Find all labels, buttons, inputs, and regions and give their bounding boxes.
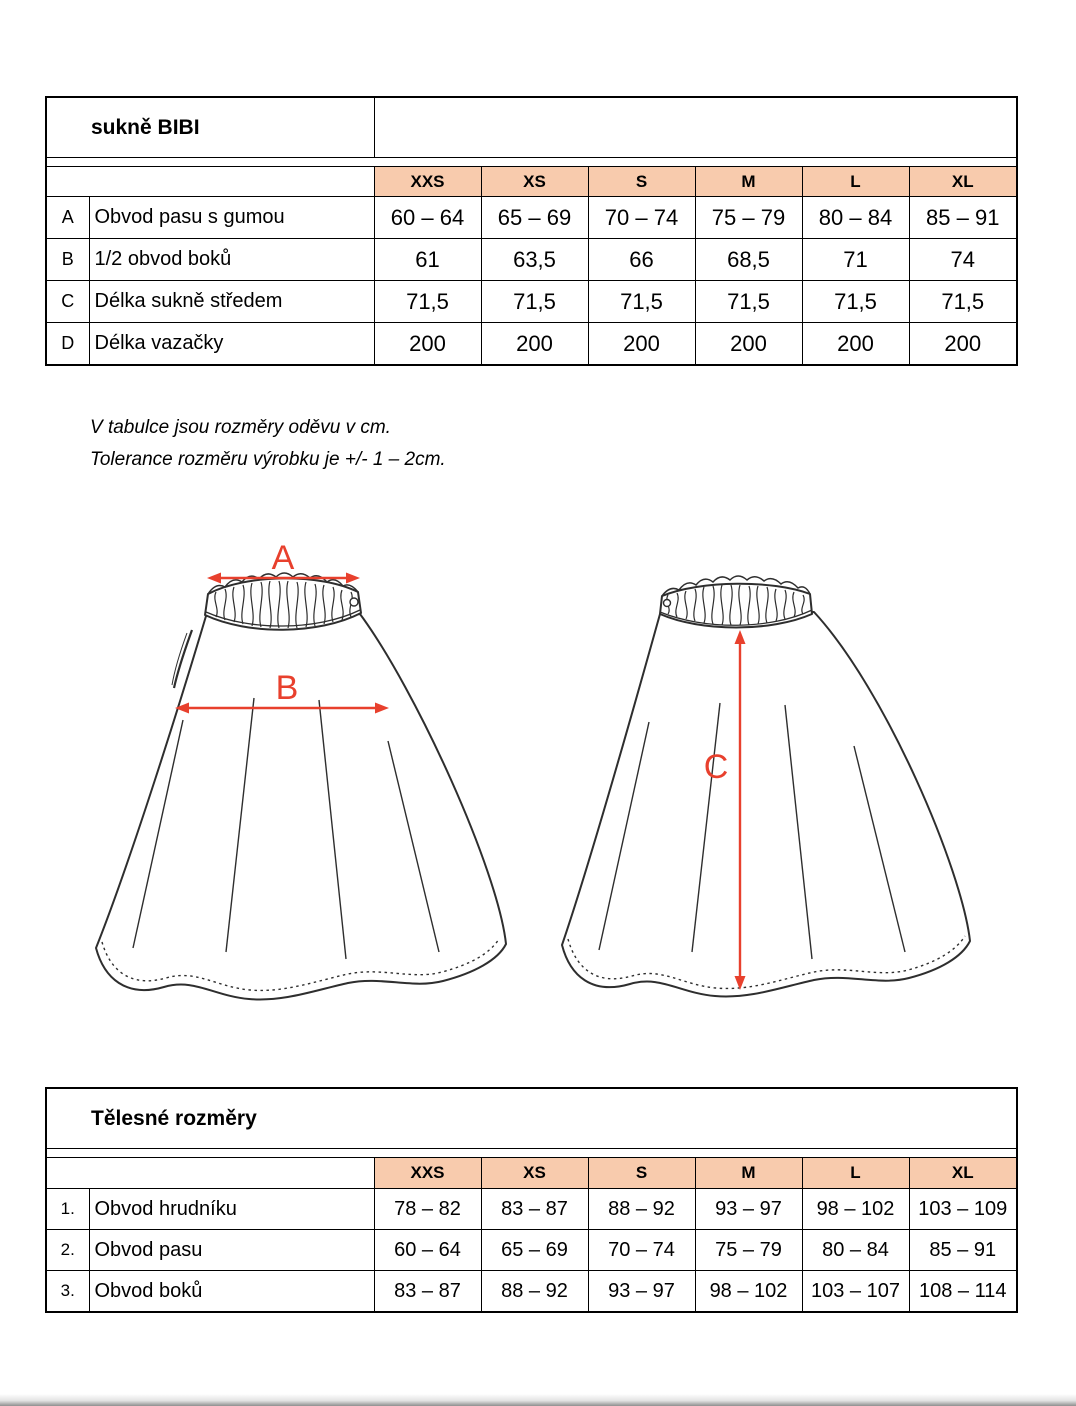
value-cell: 68,5 [695, 239, 802, 281]
spacer-row [46, 158, 1017, 167]
row-key: 1. [46, 1189, 89, 1230]
row-label: Obvod hrudníku [89, 1189, 374, 1230]
value-cell: 200 [802, 323, 909, 366]
value-cell: 200 [695, 323, 802, 366]
size-header-xl: XL [909, 167, 1017, 197]
note-units: V tabulce jsou rozměry oděvu v cm. [90, 417, 391, 438]
value-cell: 66 [588, 239, 695, 281]
value-cell: 71,5 [481, 281, 588, 323]
value-cell: 98 – 102 [802, 1189, 909, 1230]
skirt-outline [96, 614, 506, 999]
size-header-xl: XL [909, 1158, 1017, 1189]
measure-arrow-a [207, 540, 360, 584]
value-cell: 88 – 92 [481, 1271, 588, 1313]
row-key: 2. [46, 1230, 89, 1271]
size-header-empty-cell [46, 1158, 374, 1189]
row-key: D [46, 323, 89, 366]
value-cell: 108 – 114 [909, 1271, 1017, 1313]
diagram-label-b: B [275, 669, 299, 707]
value-cell: 93 – 97 [588, 1271, 695, 1313]
value-cell: 78 – 82 [374, 1189, 481, 1230]
row-key: B [46, 239, 89, 281]
value-cell: 65 – 69 [481, 1230, 588, 1271]
value-cell: 103 – 109 [909, 1189, 1017, 1230]
value-cell: 71,5 [695, 281, 802, 323]
garment-table-title-row [46, 97, 1017, 158]
row-label: Obvod pasu [89, 1230, 374, 1271]
body-table-title-row [46, 1088, 1017, 1149]
spacer-cell [46, 1149, 1017, 1158]
value-cell: 93 – 97 [695, 1189, 802, 1230]
elastic-waistband [205, 573, 361, 630]
note-tolerance: Tolerance rozměru výrobku je +/- 1 – 2cm. [90, 449, 446, 470]
value-cell: 103 – 107 [802, 1271, 909, 1313]
size-header-xs: XS [481, 167, 588, 197]
row-label: Obvod boků [89, 1271, 374, 1313]
value-cell: 71 [802, 239, 909, 281]
row-label: Obvod pasu s gumou [89, 197, 374, 239]
size-header-m: M [695, 1158, 802, 1189]
row-key: 3. [46, 1271, 89, 1313]
value-cell: 71,5 [909, 281, 1017, 323]
size-header-s: S [588, 167, 695, 197]
value-cell: 60 – 64 [374, 197, 481, 239]
row-label: 1/2 obvod boků [89, 239, 374, 281]
body-size-table [45, 1087, 1018, 1313]
value-cell: 75 – 79 [695, 197, 802, 239]
value-cell: 83 – 87 [481, 1189, 588, 1230]
value-cell: 71,5 [588, 281, 695, 323]
value-cell: 61 [374, 239, 481, 281]
body-measurement-row-3 [46, 1271, 1017, 1313]
garment-size-table [45, 96, 1018, 366]
value-cell: 60 – 64 [374, 1230, 481, 1271]
row-label: Délka vazačky [89, 323, 374, 366]
back-skirt-diagram [556, 540, 976, 1015]
value-cell: 63,5 [481, 239, 588, 281]
body-table-title: Tělesné rozměry [46, 1088, 1017, 1149]
measurement-notes [90, 412, 446, 476]
diagram-label-a: A [271, 540, 295, 577]
size-header-s: S [588, 1158, 695, 1189]
value-cell: 70 – 74 [588, 1230, 695, 1271]
value-cell: 200 [374, 323, 481, 366]
value-cell: 200 [909, 323, 1017, 366]
window-bottom-edge [0, 1394, 1076, 1406]
front-skirt-diagram [86, 540, 516, 1005]
skirt-outline [562, 612, 970, 996]
spacer-row [46, 1149, 1017, 1158]
elastic-waistband [660, 576, 812, 628]
value-cell: 75 – 79 [695, 1230, 802, 1271]
body-measurement-row-1 [46, 1189, 1017, 1230]
measurement-row-d [46, 323, 1017, 366]
value-cell: 200 [481, 323, 588, 366]
body-size-header-row [46, 1158, 1017, 1189]
value-cell: 85 – 91 [909, 197, 1017, 239]
value-cell: 71,5 [374, 281, 481, 323]
waistband-button [664, 600, 671, 607]
spacer-cell [46, 158, 1017, 167]
value-cell: 200 [588, 323, 695, 366]
size-header-l: L [802, 1158, 909, 1189]
value-cell: 70 – 74 [588, 197, 695, 239]
value-cell: 74 [909, 239, 1017, 281]
value-cell: 65 – 69 [481, 197, 588, 239]
diagram-label-c: C [703, 748, 729, 786]
size-header-empty-cell [46, 167, 374, 197]
value-cell: 83 – 87 [374, 1271, 481, 1313]
row-key: A [46, 197, 89, 239]
size-header-xxs: XXS [374, 167, 481, 197]
garment-table-title-empty-cell [374, 97, 1017, 158]
size-header-xs: XS [481, 1158, 588, 1189]
value-cell: 98 – 102 [695, 1271, 802, 1313]
value-cell: 88 – 92 [588, 1189, 695, 1230]
measurement-row-b [46, 239, 1017, 281]
row-label: Délka sukně středem [89, 281, 374, 323]
value-cell: 80 – 84 [802, 1230, 909, 1271]
waistband-button [350, 598, 358, 606]
size-header-l: L [802, 167, 909, 197]
measurement-row-c [46, 281, 1017, 323]
body-measurement-row-2 [46, 1230, 1017, 1271]
size-header-m: M [695, 167, 802, 197]
garment-table-title: sukně BIBI [46, 97, 374, 158]
measurement-row-a [46, 197, 1017, 239]
size-header-xxs: XXS [374, 1158, 481, 1189]
row-key: C [46, 281, 89, 323]
garment-size-header-row [46, 167, 1017, 197]
value-cell: 85 – 91 [909, 1230, 1017, 1271]
value-cell: 71,5 [802, 281, 909, 323]
value-cell: 80 – 84 [802, 197, 909, 239]
